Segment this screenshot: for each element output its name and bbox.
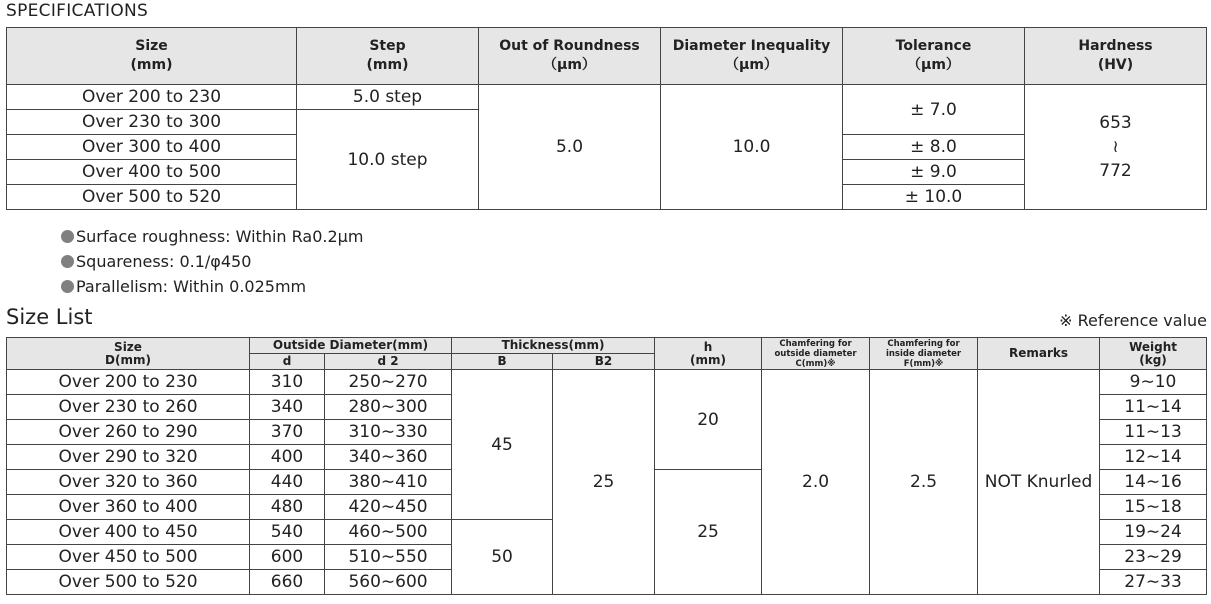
spec-header-hardness: Hardness (HV): [1025, 28, 1207, 85]
thickness-b2-cell: 25: [553, 370, 655, 595]
size-header-b: B: [452, 354, 553, 370]
remarks-cell: NOT Knurled: [978, 370, 1100, 595]
spec-size-cell: Over 400 to 500: [7, 160, 297, 185]
spec-header-diameter-inequality: Diameter Inequality （μm）: [661, 28, 843, 85]
size-cell: Over 500 to 520: [7, 570, 250, 595]
size-header-d2: d 2: [325, 354, 452, 370]
reference-value-note: ※ Reference value: [1059, 311, 1207, 330]
d2-cell: 250∼270: [325, 370, 452, 395]
list-item: Surface roughness: Within Ra0.2μm: [61, 224, 363, 249]
size-cell: Over 260 to 290: [7, 420, 250, 445]
d2-cell: 380∼410: [325, 470, 452, 495]
spec-step-cell: 10.0 step: [297, 110, 479, 210]
d2-cell: 280∼300: [325, 395, 452, 420]
thickness-b-cell: 45: [452, 370, 553, 520]
spec-tolerance-cell: ± 10.0: [843, 185, 1025, 210]
d-cell: 540: [250, 520, 325, 545]
weight-cell: 15∼18: [1100, 495, 1207, 520]
weight-cell: 19∼24: [1100, 520, 1207, 545]
spec-header-step: Step (mm): [297, 28, 479, 85]
size-cell: Over 320 to 360: [7, 470, 250, 495]
size-cell: Over 230 to 260: [7, 395, 250, 420]
spec-header-size: Size (mm): [7, 28, 297, 85]
spec-notes-list: [61, 224, 363, 299]
d-cell: 660: [250, 570, 325, 595]
size-header-h: h (mm): [655, 338, 762, 370]
spec-hardness-cell: 653 ≀ 772: [1025, 85, 1207, 210]
weight-cell: 11∼14: [1100, 395, 1207, 420]
spec-tolerance-cell: ± 8.0: [843, 135, 1025, 160]
table-row: [7, 85, 1207, 110]
d2-cell: 420∼450: [325, 495, 452, 520]
h-cell: 25: [655, 470, 762, 595]
size-header-b2: B2: [553, 354, 655, 370]
d2-cell: 460∼500: [325, 520, 452, 545]
d2-cell: 510∼550: [325, 545, 452, 570]
size-cell: Over 290 to 320: [7, 445, 250, 470]
spec-diameter-inequality-cell: 10.0: [661, 85, 843, 210]
spec-size-cell: Over 500 to 520: [7, 185, 297, 210]
d2-cell: 340∼360: [325, 445, 452, 470]
spec-header-out-of-roundness: Out of Roundness （μm）: [479, 28, 661, 85]
size-list-title: Size List: [6, 305, 93, 329]
spec-tolerance-cell: ± 9.0: [843, 160, 1025, 185]
spec-size-cell: Over 230 to 300: [7, 110, 297, 135]
specifications-title: SPECIFICATIONS: [6, 1, 149, 21]
bullet-icon: [61, 230, 74, 243]
weight-cell: 9∼10: [1100, 370, 1207, 395]
d-cell: 480: [250, 495, 325, 520]
weight-cell: 23∼29: [1100, 545, 1207, 570]
size-header-weight: Weight (kg): [1100, 338, 1207, 370]
thickness-b-cell: 50: [452, 520, 553, 595]
bullet-icon: [61, 280, 74, 293]
size-cell: Over 450 to 500: [7, 545, 250, 570]
spec-step-cell: 5.0 step: [297, 85, 479, 110]
size-header-thickness: Thickness(mm): [452, 338, 655, 354]
spec-size-cell: Over 300 to 400: [7, 135, 297, 160]
h-cell: 20: [655, 370, 762, 470]
list-item: Squareness: 0.1/φ450: [61, 249, 363, 274]
bullet-icon: [61, 255, 74, 268]
size-cell: Over 360 to 400: [7, 495, 250, 520]
weight-cell: 11∼13: [1100, 420, 1207, 445]
d-cell: 600: [250, 545, 325, 570]
size-header-chamfer-outside: Chamfering for outside diameter C(mm)※: [762, 338, 870, 370]
spec-header-tolerance: Tolerance （μm）: [843, 28, 1025, 85]
weight-cell: 14∼16: [1100, 470, 1207, 495]
list-item: Parallelism: Within 0.025mm: [61, 274, 363, 299]
spec-out-of-roundness-cell: 5.0: [479, 85, 661, 210]
table-row: [7, 370, 1207, 395]
spec-tolerance-cell: ± 7.0: [843, 85, 1025, 135]
d-cell: 340: [250, 395, 325, 420]
size-header-chamfer-inside: Chamfering for inside diameter F(mm)※: [870, 338, 978, 370]
size-header-remarks: Remarks: [978, 338, 1100, 370]
d2-cell: 310∼330: [325, 420, 452, 445]
size-header-row: [7, 338, 1207, 354]
size-header-outside-diameter: Outside Diameter(mm): [250, 338, 452, 354]
size-header-d: d: [250, 354, 325, 370]
spec-size-cell: Over 200 to 230: [7, 85, 297, 110]
size-cell: Over 200 to 230: [7, 370, 250, 395]
size-list-table: [6, 337, 1207, 595]
weight-cell: 12∼14: [1100, 445, 1207, 470]
chamfer-c-cell: 2.0: [762, 370, 870, 595]
d-cell: 310: [250, 370, 325, 395]
weight-cell: 27∼33: [1100, 570, 1207, 595]
spec-header-row: [7, 28, 1207, 85]
chamfer-f-cell: 2.5: [870, 370, 978, 595]
d2-cell: 560∼600: [325, 570, 452, 595]
size-cell: Over 400 to 450: [7, 520, 250, 545]
d-cell: 370: [250, 420, 325, 445]
specifications-table: [6, 27, 1207, 210]
d-cell: 440: [250, 470, 325, 495]
d-cell: 400: [250, 445, 325, 470]
size-header-size: Size D(mm): [7, 338, 250, 370]
